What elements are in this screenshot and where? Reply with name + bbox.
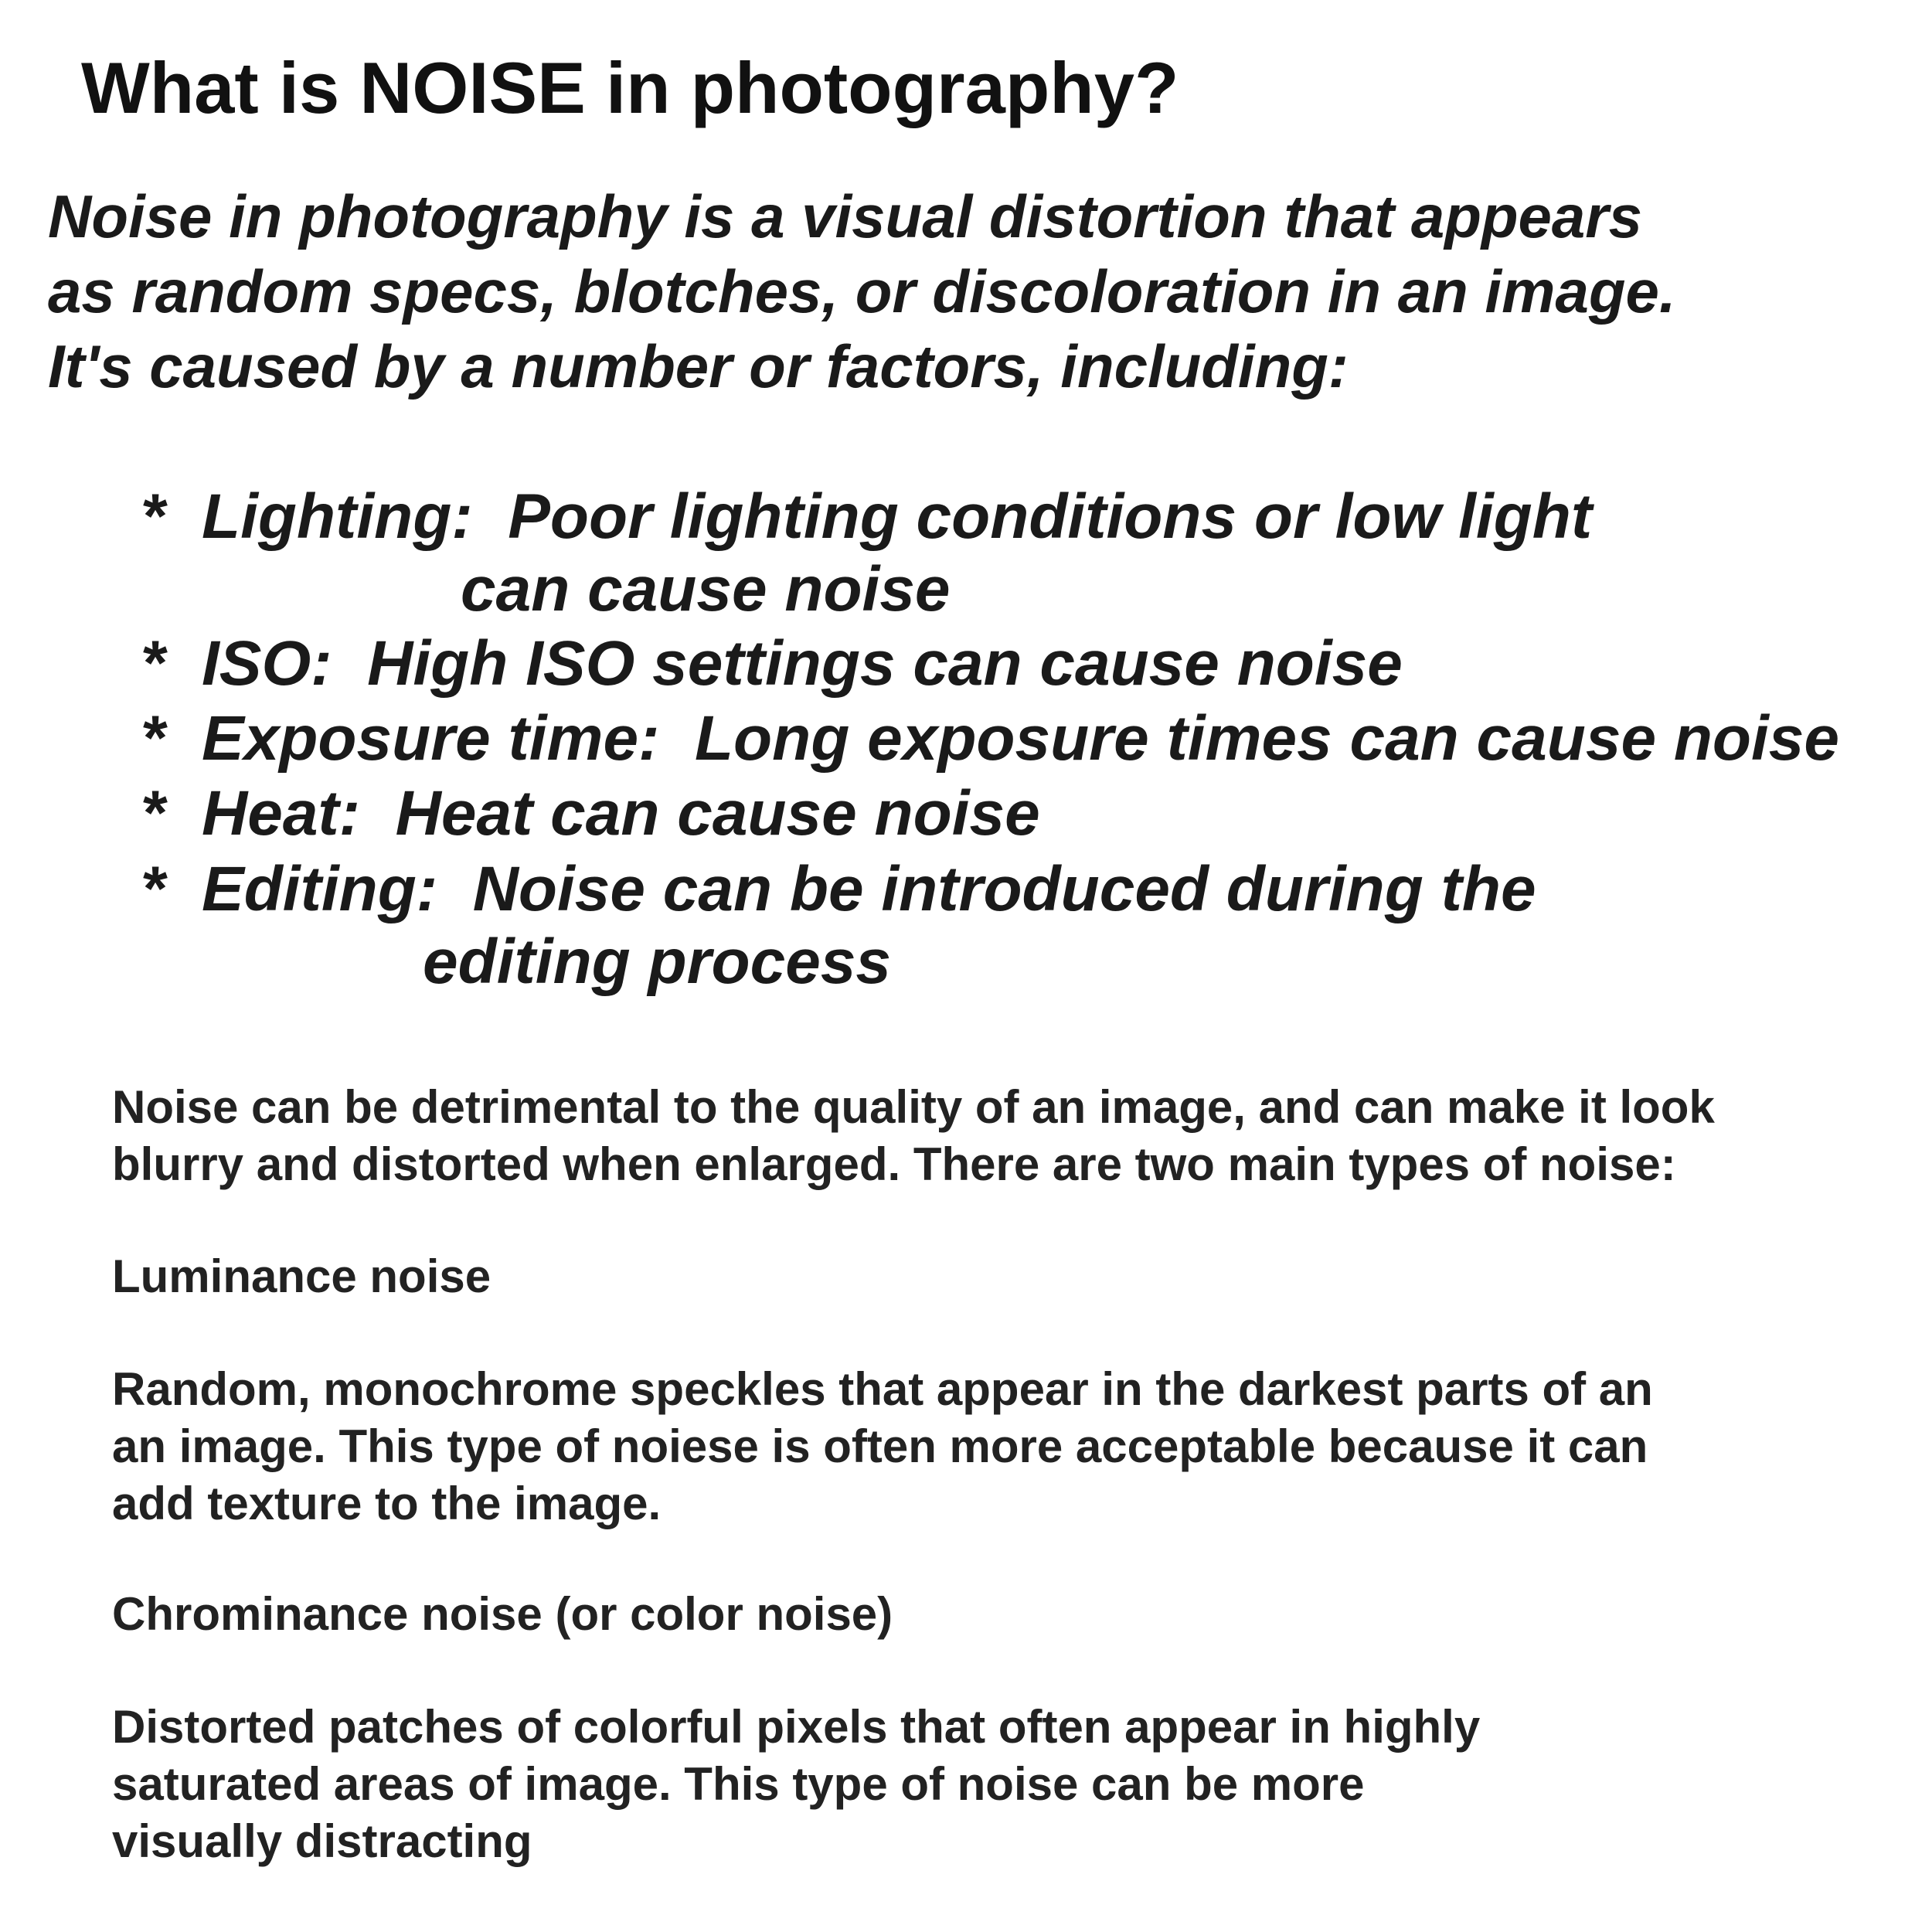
factor-continuation: can cause noise (461, 554, 951, 624)
bullet-asterisk: * (143, 628, 168, 699)
paragraph-line: Random, monochrome speckles that appear in the darkest parts of an (112, 1363, 1653, 1415)
bullet-asterisk: * (143, 703, 168, 774)
factor-text: Long exposure times can cause noise (694, 703, 1840, 774)
page-title: What is NOISE in photography? (81, 47, 1179, 128)
factor-text: High ISO settings can cause noise (367, 628, 1403, 699)
factor-text: Noise can be introduced during the (472, 854, 1536, 924)
factor-text: Heat can cause noise (395, 778, 1040, 849)
paragraph-line: saturated areas of image. This type of noise can be more (112, 1758, 1365, 1810)
factor-label: ISO: (202, 628, 332, 699)
factor-continuation: editing process (423, 927, 892, 997)
intro-line: It's caused by a number or factors, including: (48, 332, 1349, 400)
intro-paragraph (48, 179, 1676, 404)
factor-label: Lighting: (202, 481, 473, 552)
factor-label: Heat: (202, 778, 361, 849)
factor-heat (143, 778, 1040, 849)
paragraph-line: Distorted patches of colorful pixels that often appear in highly (112, 1701, 1481, 1753)
factor-editing (143, 854, 1536, 997)
factor-exposure-time (143, 703, 1840, 774)
intro-line: Noise in photography is a visual distortion that appears (48, 182, 1643, 250)
luminance-heading: Luminance noise (112, 1250, 492, 1302)
paragraph-line: Noise can be detrimental to the quality of an image, and can make it look (112, 1081, 1715, 1133)
bullet-asterisk: * (143, 854, 168, 924)
factor-label: Exposure time: (202, 703, 660, 774)
paragraph-line: blurry and distorted when enlarged. There are two main types of noise: (112, 1138, 1676, 1190)
paragraph-line: visually distracting (112, 1815, 532, 1867)
factor-text: Poor lighting conditions or low light (508, 481, 1593, 552)
detriment-paragraph (112, 1079, 1715, 1193)
luminance-description (112, 1361, 1653, 1532)
paragraph-line: an image. This type of noiese is often more acceptable because it can (112, 1420, 1648, 1472)
factor-iso (143, 628, 1403, 699)
paragraph-line: add texture to the image. (112, 1478, 662, 1529)
factor-label: Editing: (202, 854, 438, 924)
intro-line: as random specs, blotches, or discoloration in an image. (48, 257, 1676, 325)
factor-lighting (143, 481, 1593, 624)
chrominance-description (112, 1699, 1480, 1870)
bullet-asterisk: * (143, 481, 168, 552)
bullet-asterisk: * (143, 778, 168, 849)
chrominance-heading: Chrominance noise (or color noise) (112, 1588, 893, 1640)
